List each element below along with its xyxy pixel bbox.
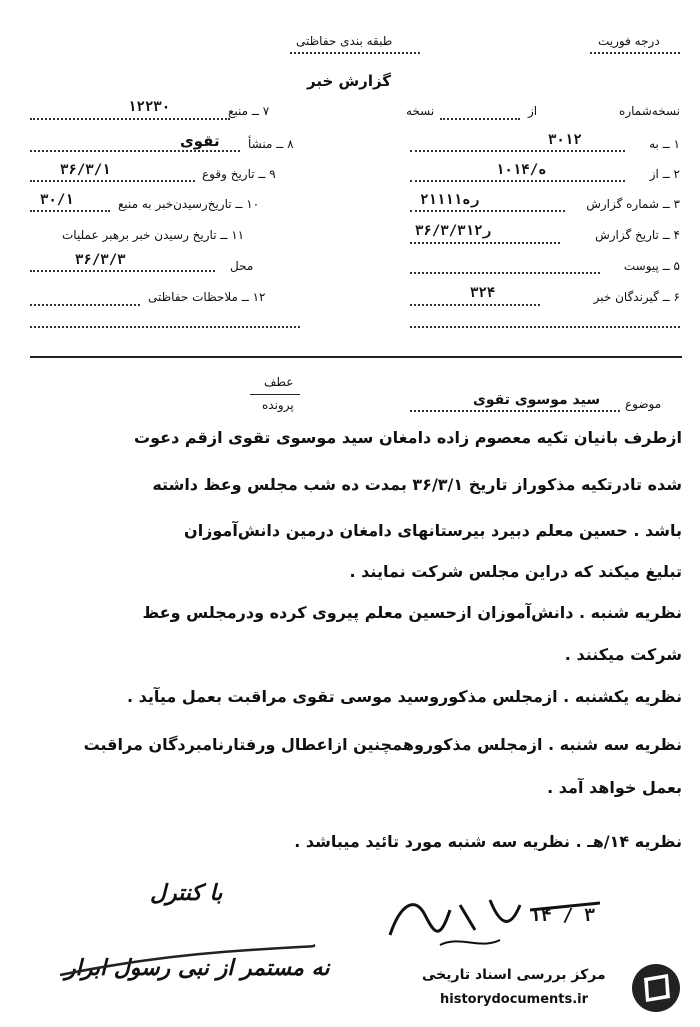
recipients-value: ۳۲۴ [470, 285, 496, 301]
copy-number-label: نسخه‌شماره [619, 104, 680, 118]
form-divider [30, 356, 682, 358]
report-number-label: ۳ ــ شماره گزارش [586, 197, 680, 211]
attachment-label: ۵ ــ پیوست [623, 259, 680, 273]
subject-dots [410, 410, 620, 412]
source-received-dots [30, 210, 110, 212]
recipients-label: ۶ ــ گیرندگان خبر [593, 290, 680, 304]
recipients-dots [410, 304, 540, 306]
security-notes-label: ۱۲ ــ ملاحظات حفاظتی [148, 290, 266, 304]
subject-label: موضوع [625, 397, 662, 411]
subject-value: سید موسوی تقوی [473, 392, 601, 408]
ref-label: عطف [264, 375, 294, 389]
field-from-label: ۲ ــ از [649, 167, 680, 181]
file-label: پرونده [262, 398, 294, 412]
body-line-4: تبلیغ میکند که دراین مجلس شرکت نمایند . [349, 562, 682, 581]
occurrence-date-label: ۹ ــ تاریخ وقوع [202, 167, 276, 181]
field-from-dots [410, 180, 625, 182]
body-line-3: باشد . حسین معلم دبیرد بیرستانهای دامغان درمین دانش‌آموزان [184, 521, 682, 540]
page-title: گزارش خبر [307, 72, 392, 90]
origin-label: ۸ ــ منشأ [248, 137, 294, 151]
body-line-1: ازطرف بانیان تکیه معصوم زاده دامغان سید موسوی تقوی ازقم دعوت [134, 428, 682, 447]
body-line-2: شده تادرتکیه مذکوراز تاریخ ۳۶/۳/۱ بمدت ده شب مجلس وعظ داشته [152, 475, 682, 494]
field-to-dots [410, 150, 625, 152]
source-label: ۷ ــ منبع [228, 104, 270, 118]
place-label: محل [230, 259, 254, 273]
leader-received-dots [30, 270, 215, 272]
security-notes-dots [30, 304, 140, 306]
handwritten-underline [50, 935, 320, 995]
report-number-value: ۲۱۱۱۱ره [420, 192, 480, 208]
body-line-8: نظریه سه شنبه . ازمجلس مذکوروهمچنین ازاعطال ورفتارنامبردگان مراقبت [83, 735, 682, 754]
source-dots [30, 118, 230, 120]
copy-dots [440, 118, 520, 120]
body-line-6: شرکت میکنند . [564, 645, 682, 664]
body-line-5: نظریه شنبه . دانش‌آموزان ازحسین معلم پیروی کرده ودرمجلس وعظ [142, 603, 682, 622]
field-to-label: ۱ ــ به [649, 137, 680, 151]
source-received-value: ۳۰/۱ [40, 192, 74, 208]
classification-dots [290, 52, 420, 54]
occurrence-date-dots [30, 180, 195, 182]
watermark-logo-icon [630, 962, 682, 1014]
field-from-value: ۱۰ه/۱۴ [496, 162, 547, 178]
occurrence-date-value: ۳۶/۳/۱ [60, 162, 111, 178]
recipients-dots-2 [410, 326, 680, 328]
handwritten-note-2: نه مستمر از نبی رسول ابرار [65, 955, 330, 981]
origin-dots [30, 150, 240, 152]
security-notes-dots-2 [30, 326, 300, 328]
report-date-dots [410, 242, 560, 244]
copy-copies-label: نسخه [406, 104, 435, 118]
body-line-10: نظریه ۱۴/هـ . نظریه سه شنبه مورد تائید میباشد . [294, 832, 682, 851]
watermark-site: historydocuments.ir [440, 992, 589, 1007]
copy-from-label: از [528, 104, 538, 118]
priority-dots [590, 52, 680, 54]
body-line-9: بعمل خواهد آمد . [547, 778, 682, 797]
source-received-label: ۱۰ ــ تاریخ‌رسیدن‌خبر به منبع [118, 197, 260, 211]
attachment-dots [410, 272, 600, 274]
leader-received-label: ۱۱ ــ تاریخ رسیدن خبر برهبر عملیات [62, 228, 245, 242]
report-date-label: ۴ ــ تاریخ گزارش [595, 228, 680, 242]
signature-text: ۱۴ / ۳ [530, 905, 596, 926]
report-date-value: ۳۶/۳/۳ر۱۲ [415, 223, 491, 239]
leader-received-value: ۳۶/۳/۳ [75, 252, 126, 268]
ref-divider [250, 394, 300, 395]
watermark-org: مرکز بررسی اسناد تاریخی [422, 967, 606, 983]
body-line-7: نظریه یکشنبه . ازمجلس مذکوروسید موسی تقوی مراقبت بعمل میآید . [126, 687, 682, 706]
handwritten-note-1: با کنترل [150, 880, 223, 906]
classification-label: طبقه بندی حفاظتی [296, 34, 393, 48]
origin-value: تقوی [180, 132, 220, 150]
report-number-dots [410, 210, 565, 212]
source-value: ۱۲۲۳۰ [128, 99, 171, 115]
field-to-value: ۳۰۱۲ [548, 132, 582, 148]
priority-label: درجه فوریت [598, 34, 660, 48]
